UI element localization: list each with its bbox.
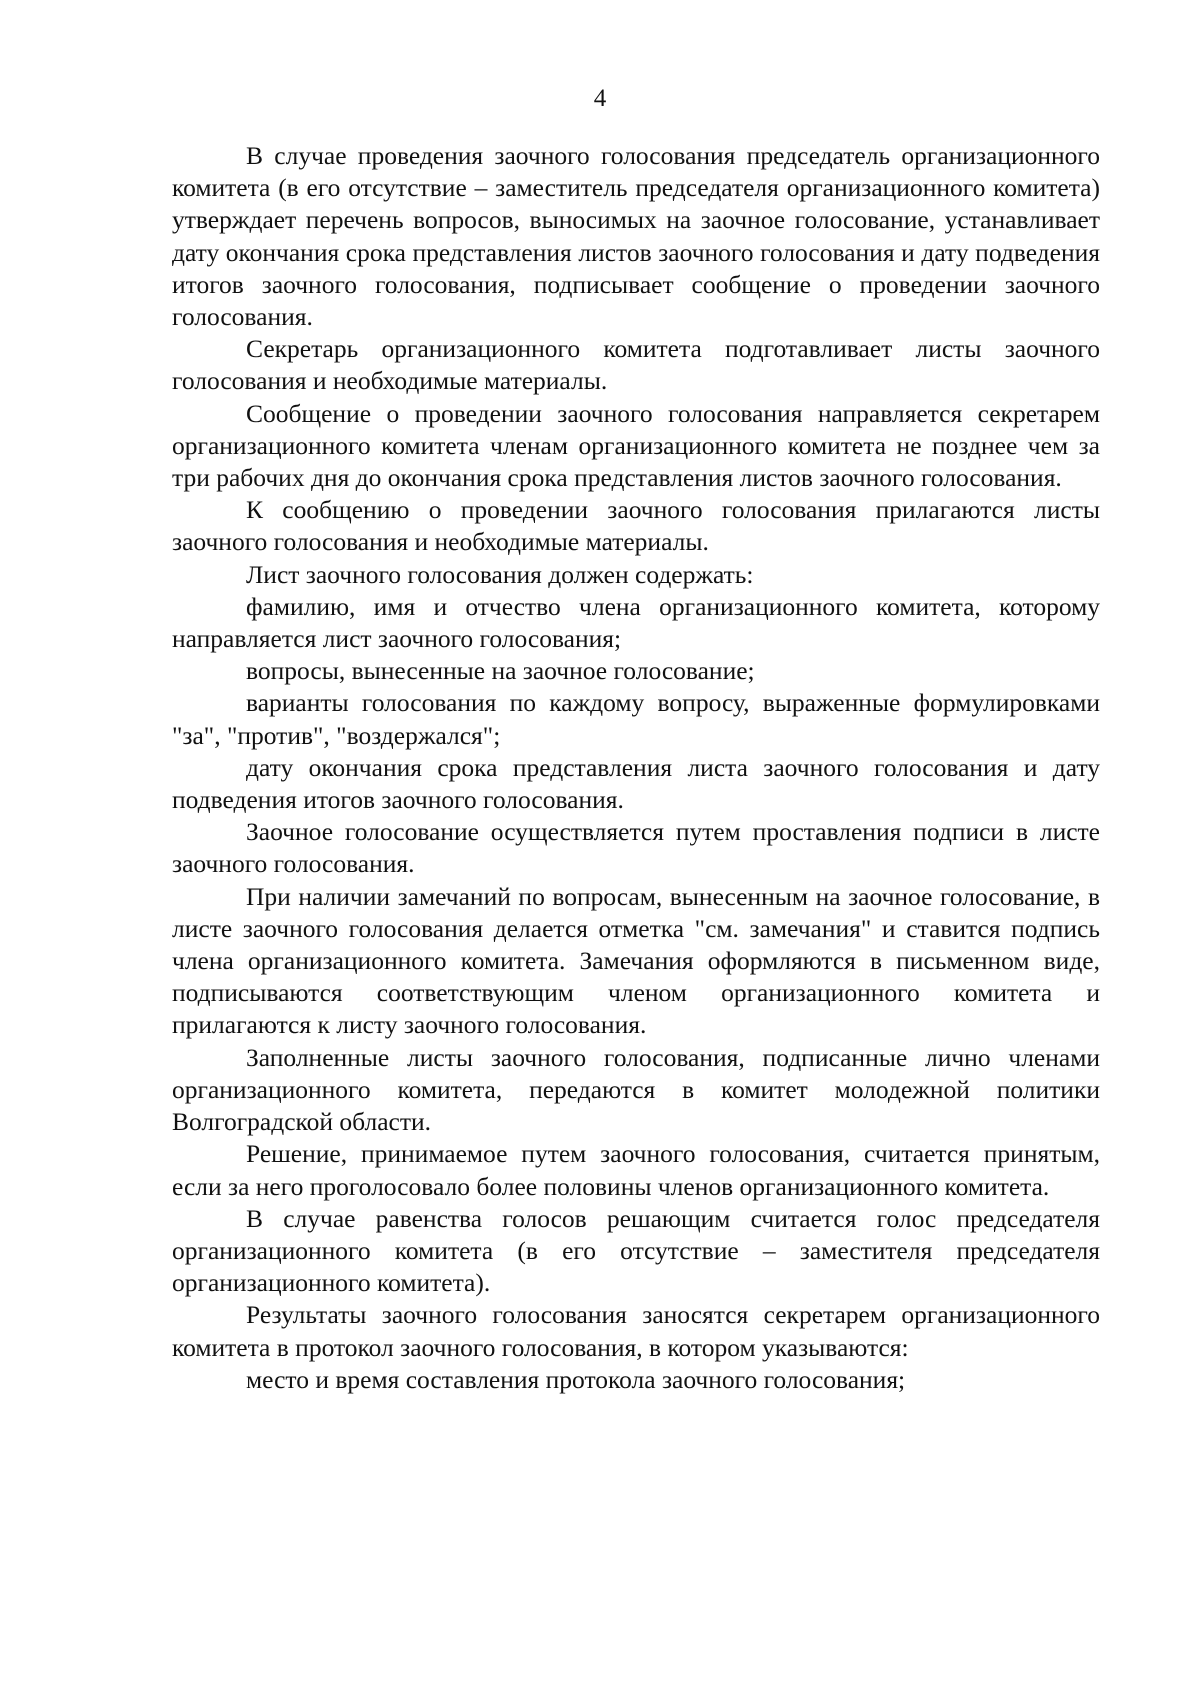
- paragraph: Лист заочного голосования должен содержать:: [246, 559, 754, 589]
- paragraph: вопросы, вынесенные на заочное голосование;: [246, 656, 755, 686]
- paragraph: фамилию, имя и отчество члена организационного комитета, которому направляется лист заочного голосования;: [172, 591, 1100, 654]
- page-number: 4: [593, 85, 607, 112]
- paragraph: Заочное голосование осуществляется путем проставления подписи в листе заочного голосования.: [172, 817, 1100, 879]
- paragraph: В случае равенства голосов решающим считается голос председателя организационного комитета (в его отсутствие – заместителя председателя организационного комитета).: [172, 1203, 1100, 1298]
- document-body: [172, 140, 1100, 1396]
- paragraph: Секретарь организационного комитета подготавливает листы заочного голосования и необходимые материалы.: [172, 334, 1100, 396]
- paragraph: место и время составления протокола заочного голосования;: [246, 1364, 906, 1394]
- paragraph: Результаты заочного голосования заносятся секретарем организационного комитета в протокол заочного голосования, в котором указываются:: [172, 1300, 1100, 1362]
- paragraph: При наличии замечаний по вопросам, вынесенным на заочное голосование, в листе заочного голосования делается отметка "см. замечания" и ставится подпись члена организационного комитета. Замечания оформляются в письменном виде, подписываются соответствующим членом организационного комитета и прилагаются к листу заочного голосования.: [172, 881, 1100, 1040]
- paragraph: В случае проведения заочного голосования председатель организационного комитета (в его отсутствие – заместитель председателя организационного комитета) утверждает перечень вопросов, выносимых на заочное голосование, устанавливает дату окончания срока представления листов заочного голосования и дату подведения итогов заочного голосования, подписывает сообщение о проведении заочного голосования.: [172, 141, 1100, 332]
- paragraph: К сообщению о проведении заочного голосования прилагаются листы заочного голосования и необходимые материалы.: [172, 495, 1100, 557]
- paragraph: Заполненные листы заочного голосования, подписанные лично членами организационного комитета, передаются в комитет молодежной политики Волгоградской области.: [172, 1042, 1100, 1137]
- paragraph: варианты голосования по каждому вопросу, выраженные формулировками "за", "против", "воздержался";: [172, 688, 1100, 750]
- paragraph: Сообщение о проведении заочного голосования направляется секретарем организационного комитета членам организационного комитета не позднее чем за три рабочих дня до окончания срока представления листов заочного голосования.: [172, 398, 1100, 493]
- paragraph: дату окончания срока представления листа заочного голосования и дату подведения итогов заочного голосования.: [172, 752, 1100, 815]
- paragraph: Решение, принимаемое путем заочного голосования, считается принятым, если за него проголосовало более половины членов организационного комитета.: [172, 1139, 1100, 1201]
